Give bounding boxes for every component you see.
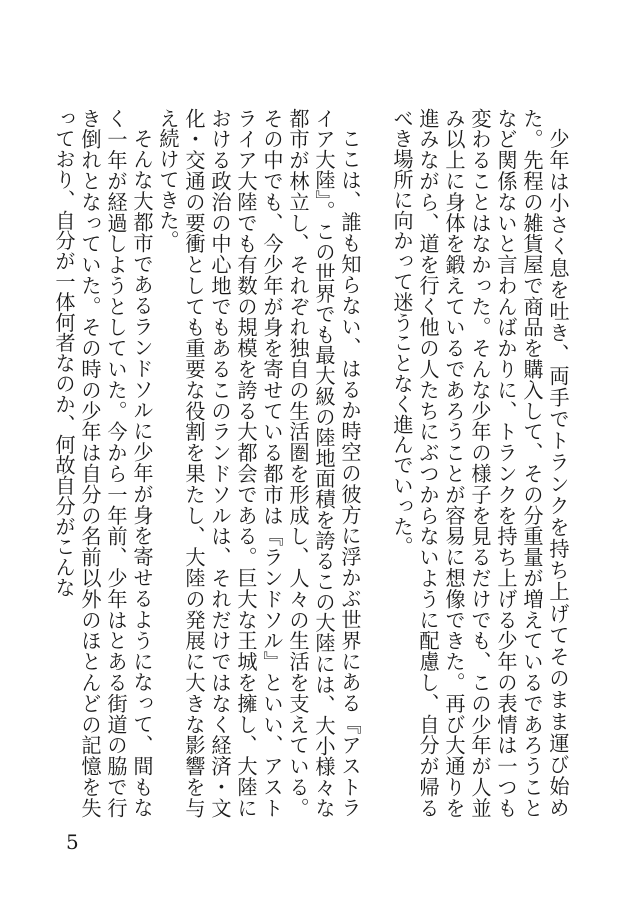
paragraph-2: ここは、誰も知らない、はるか時空の彼方に浮かぶ世界にある『アストライア大陸』。この世界でも最大級の陸地面積を誇るこの大陸には、大小様々な都市が林立し、それぞれ独自の生活圏を形成し、人々の生活を支えている。その中でも、今少年が身を寄せている都市は『ランドソル』といい、アストライア大陸でも有数の規模を誇る大都会である。巨大な王城を擁し、大陸における政治の中心地でもあるこのランドソルは、それだけではなく経済・文化・交通の要衝としても重要な役割を果たし、大陸の発展に大きな影響を与え続けてきた。 bbox=[156, 108, 362, 818]
blank-line bbox=[363, 108, 389, 818]
vertical-text-body bbox=[52, 108, 571, 818]
page-number: 5 bbox=[66, 830, 79, 854]
paragraph-1: 少年は小さく息を吐き、両手でトランクを持ち上げてそのまま運び始めた。先程の雑貨屋で商品を購入して、その分重量が増えているであろうことなど関係ないと言わんばかりに、トランクを持ち上げる少年の表情は一つも変わることはなかった。そんな少年の様子を見るだけでも、この少年が人並み以上に身体を鍛えているであろうことが容易に想像できた。再び大通りを進みながら、道を行く他の人たちにぶつからないように配慮し、自分が帰るべき場所に向かって迷うことなく進んでいった。 bbox=[390, 108, 570, 818]
paragraph-3: そんな大都市であるランドソルに少年が身を寄せるようになって、間もなく一年が経過しようとしていた。今から一年前、少年はとある街道の脇で行き倒れとなっていた。その時の少年は自分の名前以外のほとんどの記憶を失っており、自分が一体何者なのか、何故自分がこんな bbox=[52, 108, 154, 818]
